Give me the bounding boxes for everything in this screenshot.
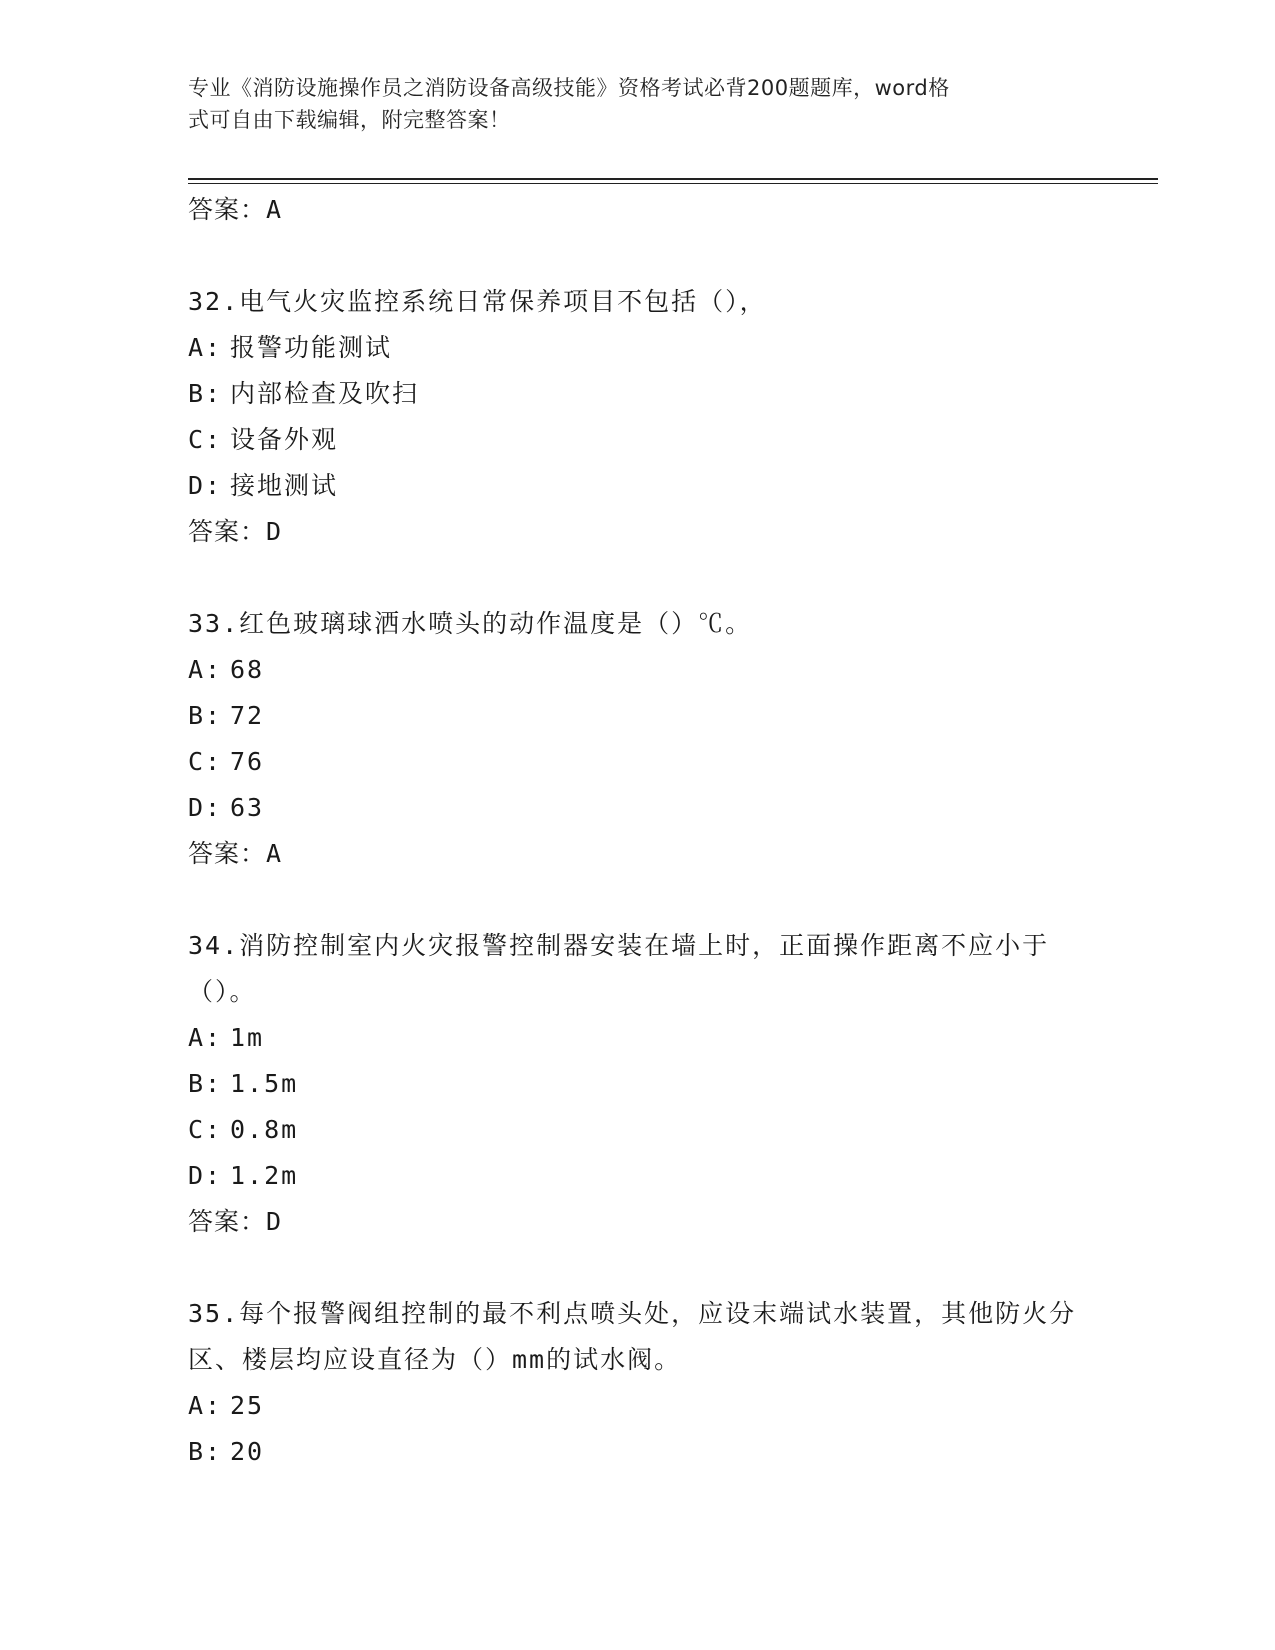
option-text: 1m — [230, 1023, 265, 1052]
header-line-1: 专业《消防设施操作员之消防设备高级技能》资格考试必背200题题库，word格 — [188, 76, 950, 100]
option-text: 接地测试 — [230, 471, 339, 500]
option-letter: A: — [188, 655, 223, 684]
option-b — [188, 1061, 1088, 1107]
option-d — [188, 785, 1088, 831]
answer-value: D — [266, 1207, 283, 1236]
question-text: 33.红色玻璃球洒水喷头的动作温度是（）℃。 — [188, 609, 753, 638]
spacer — [188, 555, 1088, 601]
option-letter: B: — [188, 379, 223, 408]
option-letter: B: — [188, 701, 223, 730]
option-letter: A: — [188, 333, 223, 362]
option-text: 报警功能测试 — [230, 333, 393, 362]
option-text: 内部检查及吹扫 — [230, 379, 420, 408]
header-divider — [188, 178, 1158, 180]
answer-value: A — [266, 839, 283, 868]
option-d — [188, 1153, 1088, 1199]
answer-line — [188, 509, 1088, 555]
option-b — [188, 1429, 1088, 1475]
option-b — [188, 693, 1088, 739]
answer-value: D — [266, 517, 283, 546]
header-line-2: 式可自由下载编辑，附完整答案！ — [188, 108, 511, 132]
option-letter: D: — [188, 1161, 223, 1190]
spacer — [188, 1245, 1088, 1291]
option-letter: A: — [188, 1023, 223, 1052]
document-header — [188, 72, 1078, 136]
option-a — [188, 1383, 1088, 1429]
option-text: 20 — [230, 1437, 265, 1466]
spacer — [188, 233, 1088, 279]
answer-value: A — [266, 195, 283, 224]
option-text: 设备外观 — [230, 425, 339, 454]
option-letter: B: — [188, 1069, 223, 1098]
question-text: 32.电气火灾监控系统日常保养项目不包括（）， — [188, 287, 767, 316]
question-block — [188, 1291, 1088, 1475]
option-letter: B: — [188, 1437, 223, 1466]
option-letter: C: — [188, 425, 223, 454]
option-letter: D: — [188, 793, 223, 822]
header-divider-thin — [188, 183, 1158, 184]
option-letter: C: — [188, 747, 223, 776]
option-c — [188, 1107, 1088, 1153]
answer-line — [188, 831, 1088, 877]
option-d — [188, 463, 1088, 509]
answer-line — [188, 187, 1088, 233]
option-b — [188, 371, 1088, 417]
option-text: 25 — [230, 1391, 265, 1420]
option-letter: D: — [188, 471, 223, 500]
spacer — [188, 877, 1088, 923]
option-letter: C: — [188, 1115, 223, 1144]
question-block — [188, 279, 1088, 555]
answer-label: 答案： — [188, 195, 267, 224]
question-block — [188, 601, 1088, 877]
option-text: 0.8m — [230, 1115, 299, 1144]
answer-label: 答案： — [188, 839, 267, 868]
option-c — [188, 417, 1088, 463]
option-text: 76 — [230, 747, 265, 776]
answer-label: 答案： — [188, 1207, 267, 1236]
document-body — [188, 187, 1088, 1475]
option-a — [188, 325, 1088, 371]
question-block — [188, 923, 1088, 1245]
option-c — [188, 739, 1088, 785]
option-letter: A: — [188, 1391, 223, 1420]
option-text: 1.2m — [230, 1161, 299, 1190]
option-a — [188, 1015, 1088, 1061]
answer-line — [188, 1199, 1088, 1245]
option-text: 1.5m — [230, 1069, 299, 1098]
question-text: 34.消防控制室内火灾报警控制器安装在墙上时，正面操作距离不应小于（）。 — [188, 931, 1050, 1006]
option-a — [188, 647, 1088, 693]
option-text: 68 — [230, 655, 265, 684]
option-text: 72 — [230, 701, 265, 730]
question-text: 35.每个报警阀组控制的最不利点喷头处，应设末端试水装置，其他防火分区、楼层均应设直径为（）mm的试水阀。 — [188, 1299, 1077, 1374]
option-text: 63 — [230, 793, 265, 822]
answer-label: 答案： — [188, 517, 267, 546]
